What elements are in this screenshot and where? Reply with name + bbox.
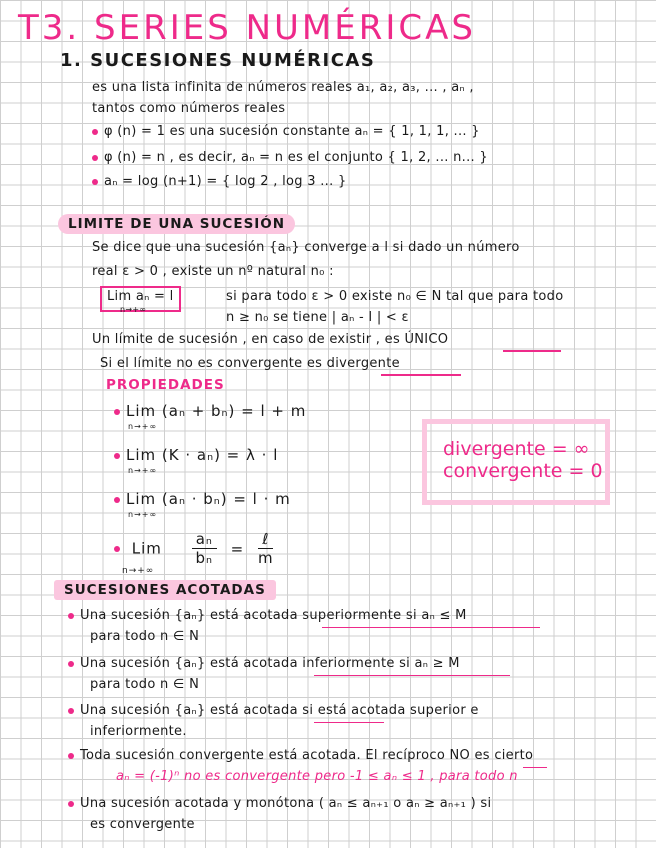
acotada-item: Toda sucesión convergente está acotada. El recíproco NO es cierto aₙ = (-1)ⁿ no es convergente pero -1 ≤ aₙ ≤ 1 , para todo n (68, 748, 533, 784)
limit-condition-line-2: n ≥ n₀ se tiene | aₙ - l | < ε (226, 310, 409, 325)
property-item-quotient (114, 530, 274, 576)
example-bullet: φ (n) = n , es decir, aₙ = n es el conjunto { 1, 2, ... n... } (92, 150, 488, 165)
underline-no (523, 767, 547, 768)
page-title: T3. SERIES NUMÉRICAS (18, 8, 476, 48)
bullet-dot (68, 753, 74, 759)
unique-limit-note: Un límite de sucesión , en caso de existir , es ÚNICO (92, 332, 449, 347)
section-heading-sucesiones: 1. SUCESIONES NUMÉRICAS (60, 50, 376, 71)
property-item: Lim (K · aₙ) = λ · l n→+∞ (114, 446, 278, 464)
limite-definition-line-2: real ε > 0 , existe un nº natural n₀ : (92, 264, 334, 279)
propiedades-heading: PROPIEDADES (106, 377, 225, 393)
acotada-item: Una sucesión {aₙ} está acotada si está acotada superior e inferiormente. (68, 703, 479, 739)
quotient-fraction (192, 530, 217, 567)
bullet-dot (68, 661, 74, 667)
section-heading-limite: LIMITE DE UNA SUCESIÓN (58, 214, 295, 234)
limite-definition-line-1: Se dice que una sucesión {aₙ} converge a l si dado un número (92, 240, 520, 255)
unique-underline (503, 350, 561, 352)
acotada-item: Una sucesión {aₙ} está acotada superiormente si aₙ ≤ M para todo n ∈ N (68, 608, 467, 644)
result-fraction (258, 530, 274, 567)
bullet-dot (92, 155, 98, 161)
bullet-dot (114, 409, 120, 415)
limit-formula-box (100, 286, 181, 312)
underline-inferiormente (314, 675, 510, 676)
limit-label: Lim (131, 539, 162, 558)
equals-sign: = (230, 539, 245, 558)
bullet-dot (68, 801, 74, 807)
bullet-dot (92, 129, 98, 135)
limit-condition-line-1: si para todo ε > 0 existe n₀ ∈ N tal que para todo (226, 289, 564, 304)
underline-acotada (314, 722, 384, 723)
divergent-underline (381, 374, 461, 376)
limit-subscript: n→+∞ (128, 510, 158, 519)
bullet-dot (92, 179, 98, 185)
limit-subscript: n→+∞ (128, 466, 158, 475)
intro-line-2: tantos como números reales (92, 101, 286, 116)
limit-subscript: n→+∞ (120, 305, 147, 314)
limit-formula: Lim aₙ = l (107, 289, 174, 304)
fraction-numerator: ℓ (258, 530, 273, 549)
intro-line-1: es una lista infinita de números reales a₁, a₂, a₃, ... , aₙ , (92, 80, 474, 95)
fraction-denominator: m (258, 549, 274, 567)
bullet-dot (68, 708, 74, 714)
limit-subscript: n→+∞ (122, 566, 155, 576)
bullet-dot (68, 613, 74, 619)
property-item: Lim (aₙ · bₙ) = l · m n→+∞ (114, 490, 291, 508)
example-bullet: aₙ = log (n+1) = { log 2 , log 3 ... } (92, 174, 347, 189)
divergent-note-box: divergente = ∞ (443, 438, 590, 460)
acotada-item: Una sucesión {aₙ} está acotada inferiormente si aₙ ≥ M para todo n ∈ N (68, 656, 460, 692)
convergent-note-box: convergente = 0 (443, 460, 603, 482)
divergent-note: Si el límite no es convergente es divergente (100, 356, 400, 371)
acotada-item: Una sucesión acotada y monótona ( aₙ ≤ aₙ₊₁ o aₙ ≥ aₙ₊₁ ) si es convergente (68, 796, 491, 832)
bullet-dot (114, 497, 120, 503)
divergent-convergent-box (422, 419, 610, 505)
property-item: Lim (aₙ + bₙ) = l + m n→+∞ (114, 402, 306, 420)
bullet-dot (114, 453, 120, 459)
section-heading-acotadas: SUCESIONES ACOTADAS (54, 580, 276, 600)
underline-superiormente (322, 627, 540, 628)
fraction-denominator: bₙ (195, 549, 214, 567)
bullet-dot (114, 546, 120, 552)
fraction-numerator: aₙ (192, 530, 217, 549)
example-bullet: φ (n) = 1 es una sucesión constante aₙ = { 1, 1, 1, ... } (92, 124, 480, 139)
limit-subscript: n→+∞ (128, 422, 158, 431)
